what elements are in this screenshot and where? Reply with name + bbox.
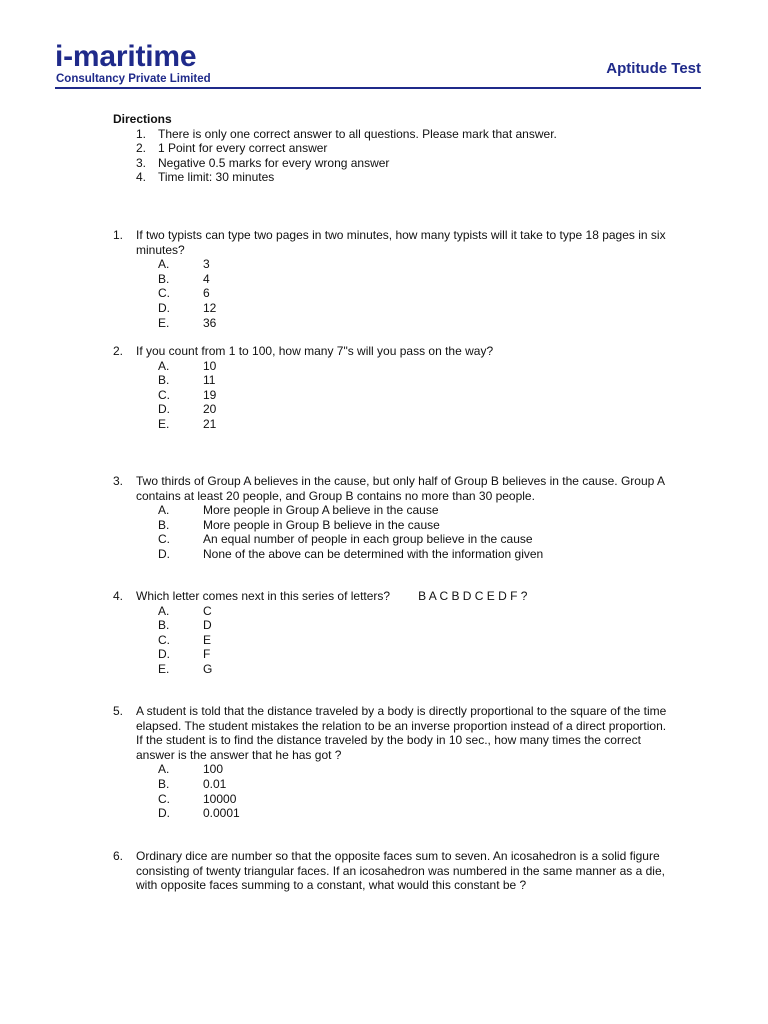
option-letter: D. <box>158 806 170 821</box>
question-1 <box>113 228 673 330</box>
answer-option[interactable] <box>113 388 673 403</box>
option-letter: C. <box>158 387 170 402</box>
question-number: 2. <box>113 344 124 358</box>
direction-number: 2. <box>136 141 147 156</box>
option-letter: C. <box>158 532 170 547</box>
option-text: 36 <box>203 315 217 330</box>
option-text: 100 <box>203 762 224 777</box>
question-2 <box>113 344 673 432</box>
answer-option[interactable] <box>113 618 673 633</box>
direction-text: There is only one correct answer to all questions. Please mark that answer. <box>158 126 557 141</box>
direction-item <box>113 141 673 156</box>
answer-option[interactable] <box>113 417 673 432</box>
question-5 <box>113 704 673 821</box>
answer-option[interactable] <box>113 373 673 388</box>
direction-text: Negative 0.5 marks for every wrong answer <box>158 155 390 170</box>
company-logo: i-maritime <box>55 40 197 73</box>
option-letter: D. <box>158 546 170 561</box>
directions-list <box>113 127 673 185</box>
option-text: None of the above can be determined with the information given <box>203 546 544 561</box>
question-4 <box>113 589 673 677</box>
answer-option[interactable] <box>113 547 673 562</box>
answer-option[interactable] <box>113 359 673 374</box>
answer-option[interactable] <box>113 286 673 301</box>
option-text: 3 <box>203 257 210 272</box>
option-letter: A. <box>158 503 170 518</box>
option-text: More people in Group A believe in the cause <box>203 503 439 518</box>
question-3 <box>113 474 673 562</box>
answer-option[interactable] <box>113 257 673 272</box>
option-text: 19 <box>203 387 217 402</box>
answer-option[interactable] <box>113 301 673 316</box>
answer-option[interactable] <box>113 402 673 417</box>
direction-number: 3. <box>136 155 147 170</box>
option-text: 10000 <box>203 791 237 806</box>
direction-item <box>113 127 673 142</box>
option-text: G <box>203 661 213 676</box>
header-divider <box>55 87 701 89</box>
question-number: 1. <box>113 228 124 242</box>
option-text: 6 <box>203 286 210 301</box>
option-letter: D. <box>158 300 170 315</box>
option-text: 0.01 <box>203 776 227 791</box>
direction-item <box>113 170 673 185</box>
answer-option[interactable] <box>113 518 673 533</box>
option-letter: A. <box>158 358 170 373</box>
question-text: Which letter comes next in this series of letters? <box>136 589 391 603</box>
option-text: 0.0001 <box>203 806 240 821</box>
option-letter: B. <box>158 517 170 532</box>
question-text: If you count from 1 to 100, how many 7"s will you pass on the way? <box>136 344 494 358</box>
option-text: 21 <box>203 416 217 431</box>
option-text: F <box>203 647 211 662</box>
direction-text: Time limit: 30 minutes <box>158 170 275 185</box>
question-text: Ordinary dice are number so that the opposite faces sum to seven. An icosahedron is a solid figure consisting of twenty triangular faces. If an icosahedron was numbered in the same manner as a die, with opposite faces summing to a constant, what would this constant be ? <box>136 849 665 893</box>
letter-series: B A C B D C E D F ? <box>418 589 528 603</box>
option-text: C <box>203 603 212 618</box>
question-number: 6. <box>113 849 124 863</box>
question-number: 5. <box>113 704 124 718</box>
option-text: 20 <box>203 402 217 417</box>
answer-option[interactable] <box>113 806 673 821</box>
question-text: Two thirds of Group A believes in the cause, but only half of Group B believes in the cause. Group A contains at least 20 people, and Group B contains no more than 30 people. <box>136 474 665 503</box>
option-text: More people in Group B believe in the cause <box>203 517 440 532</box>
direction-number: 4. <box>136 170 147 185</box>
document-title: Aptitude Test <box>606 60 701 77</box>
option-letter: B. <box>158 618 170 633</box>
answer-option[interactable] <box>113 532 673 547</box>
option-letter: A. <box>158 257 170 272</box>
option-letter: D. <box>158 647 170 662</box>
answer-option[interactable] <box>113 503 673 518</box>
option-letter: C. <box>158 286 170 301</box>
company-subtitle: Consultancy Private Limited <box>56 73 211 85</box>
answer-option[interactable] <box>113 633 673 648</box>
answer-option[interactable] <box>113 604 673 619</box>
question-number: 4. <box>113 589 124 603</box>
answer-option[interactable] <box>113 762 673 777</box>
answer-option[interactable] <box>113 792 673 807</box>
option-letter: C. <box>158 632 170 647</box>
option-letter: E. <box>158 661 170 676</box>
direction-number: 1. <box>136 126 147 141</box>
option-text: An equal number of people in each group believe in the cause <box>203 532 533 547</box>
option-text: 4 <box>203 271 210 286</box>
option-letter: D. <box>158 402 170 417</box>
option-letter: B. <box>158 776 170 791</box>
option-letter: C. <box>158 791 170 806</box>
option-letter: A. <box>158 603 170 618</box>
option-letter: E. <box>158 416 170 431</box>
option-letter: A. <box>158 762 170 777</box>
option-text: 10 <box>203 358 217 373</box>
option-letter: E. <box>158 315 170 330</box>
answer-option[interactable] <box>113 316 673 331</box>
answer-option[interactable] <box>113 272 673 287</box>
directions-heading: Directions <box>113 112 172 126</box>
question-number: 3. <box>113 474 124 488</box>
direction-text: 1 Point for every correct answer <box>158 141 328 156</box>
answer-option[interactable] <box>113 777 673 792</box>
option-text: 12 <box>203 300 217 315</box>
option-text: D <box>203 618 212 633</box>
answer-option[interactable] <box>113 662 673 677</box>
option-letter: B. <box>158 373 170 388</box>
page-header <box>55 42 701 90</box>
question-6 <box>113 849 673 893</box>
option-text: E <box>203 632 212 647</box>
question-text: A student is told that the distance traveled by a body is directly proportional to the square of the time elapsed. The student mistakes the relation to be an inverse proportion instead of a direct proportion. If the student is to find the distance traveled by the body in 10 sec., how many times the correct answer is the answer that he has got ? <box>136 704 667 762</box>
direction-item <box>113 156 673 171</box>
option-text: 11 <box>203 373 216 388</box>
answer-option[interactable] <box>113 647 673 662</box>
question-text: If two typists can type two pages in two minutes, how many typists will it take to type 18 pages in six minutes? <box>136 228 666 257</box>
option-letter: B. <box>158 271 170 286</box>
directions-section <box>113 112 673 185</box>
